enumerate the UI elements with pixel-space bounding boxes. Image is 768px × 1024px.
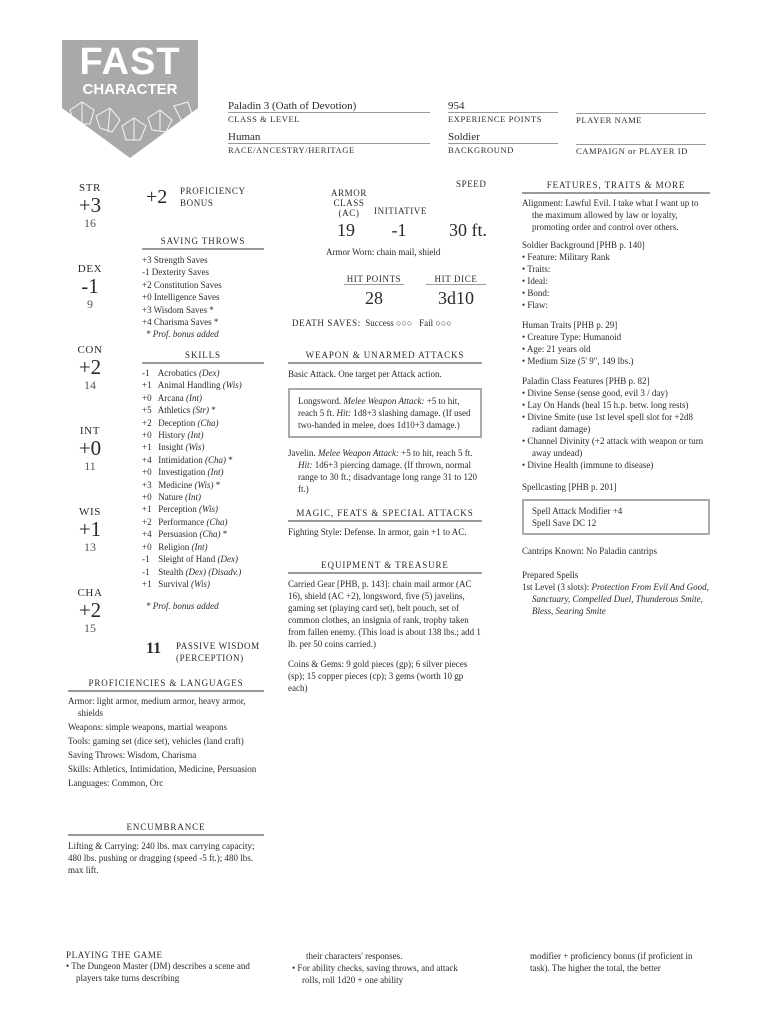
skills-section — [142, 350, 264, 612]
saving-throw-item: +0 Intelligence Saves — [142, 292, 220, 303]
paladin-feature: • Divine Smite (use 1st level spell slot for +2d8 radiant damage) — [522, 412, 693, 434]
alignment: Alignment: Lawful Evil. I take what I want up to the maximum allowed by law or loyalty, promoting order and control over others. — [522, 198, 699, 232]
skill-item — [142, 441, 264, 453]
attacks-title: WEAPON & UNARMED ATTACKS — [288, 350, 482, 364]
spell-stats-box — [522, 499, 710, 535]
skill-name: Acrobatics — [157, 368, 197, 378]
saving-throw-item: +4 Charisma Saves * — [142, 317, 219, 328]
skill-item — [142, 553, 264, 565]
ability-con: CON +2 14 — [77, 344, 103, 392]
proficiencies-section — [68, 678, 264, 789]
features-title: FEATURES, TRAITS & MORE — [522, 180, 710, 194]
prepared-title: Prepared Spells — [522, 570, 579, 580]
soldier-ideal: • Ideal: — [522, 276, 548, 286]
skill-modifier: +1 — [142, 380, 152, 391]
fail-checkbox[interactable]: ○ — [440, 318, 447, 328]
logo-subtitle: CHARACTER — [82, 81, 178, 98]
saving-throw-item: +3 Strength Saves — [142, 255, 208, 265]
skill-name: Insight — [158, 442, 184, 453]
initiative-value: -1 — [391, 220, 407, 240]
skill-ability: (Cha) — [205, 454, 226, 465]
soldier-feature: • Feature: Military Rank — [522, 252, 610, 262]
longsword-box: Longsword. Melee Weapon Attack: +5 to hit, reach 5 ft. Hit: 1d8+3 slashing damage. (If used two-handed in melee, does 1d10+3 damage.) — [288, 388, 482, 438]
skill-item — [142, 417, 264, 429]
encumbrance-section — [68, 822, 264, 876]
skill-modifier: +1 — [142, 504, 152, 515]
death-saves-label: DEATH SAVES: — [292, 318, 361, 328]
fast-character-logo — [62, 40, 198, 158]
skill-item — [142, 566, 264, 578]
paladin-title: Paladin Class Features [PHB p. 82] — [522, 376, 650, 386]
paladin-feature: • Divine Sense (sense good, evil 3 / day) — [522, 388, 668, 398]
player-name-label: PLAYER NAME — [576, 113, 706, 125]
feats-title: MAGIC, FEATS & SPECIAL ATTACKS — [288, 508, 482, 522]
campaign-field[interactable] — [576, 131, 706, 156]
skill-ability: (Dex) — [217, 554, 238, 565]
skill-modifier: +0 — [142, 541, 152, 552]
ability-int: INT +0 11 — [78, 425, 102, 473]
skill-name: Religion — [158, 541, 190, 552]
skill-ability: (Wis) — [185, 442, 205, 453]
skill-item — [142, 392, 264, 404]
saving-throws-list — [142, 254, 264, 328]
skill-ability: (Int) — [207, 467, 224, 478]
skill-ability: (Wis) — [191, 578, 210, 589]
ac-label: ARMOR CLASS (AC) — [330, 188, 367, 218]
skill-modifier: -1 — [142, 566, 150, 577]
skill-ability: (Cha) — [206, 516, 228, 527]
skills-title: SKILLS — [142, 350, 264, 364]
ability-str: STR +3 16 — [78, 182, 102, 230]
spell-save-dc: Spell Save DC 12 — [532, 518, 597, 528]
equipment-title: EQUIPMENT & TREASURE — [288, 560, 482, 574]
armor-worn: Armor Worn: chain mail, shield — [326, 247, 441, 257]
footer-col-2 — [292, 950, 472, 986]
fighting-style: Fighting Style: Defense. In armor, gain +1 to AC. — [288, 527, 467, 537]
skills-note: * Prof. bonus added — [146, 601, 219, 612]
skill-modifier: -1 — [142, 554, 150, 565]
spell-attack-modifier: Spell Attack Modifier +4 — [532, 506, 623, 516]
skill-item — [142, 404, 264, 416]
skill-name: Perception — [158, 504, 197, 515]
skill-ability: (Int) — [186, 392, 202, 403]
passive-wisdom-value: 11 — [146, 640, 162, 657]
skill-ability: (Int) — [191, 541, 208, 552]
background-label: BACKGROUND — [448, 143, 558, 155]
skill-name: Nature — [158, 492, 183, 503]
skill-item — [142, 516, 264, 528]
prof-languages: Languages: Common, Orc — [68, 778, 164, 788]
skill-modifier: +1 — [142, 578, 152, 589]
hit-points-label: HIT POINTS — [344, 274, 404, 285]
attacks-section — [288, 350, 482, 495]
saving-throw-item: +3 Wisdom Saves * — [142, 304, 214, 315]
proficiencies-title: PROFICIENCIES & LANGUAGES — [68, 678, 264, 692]
footer-text-2b: • For ability checks, saving throws, and attack rolls, roll 1d20 + one ability — [292, 963, 458, 985]
skill-ability: (Int) — [187, 430, 204, 441]
footer-text-3: modifier + proficiency bonus (if proficient in task). The higher the total, the better — [530, 951, 693, 973]
skill-name: Stealth — [158, 566, 184, 577]
death-saves-fail-label: Fail — [419, 318, 434, 328]
skill-modifier: +5 — [142, 405, 152, 416]
hit-dice-label: HIT DICE — [426, 274, 486, 285]
skill-ability: (Dex) — [199, 368, 220, 378]
skill-item — [142, 379, 264, 391]
skill-item — [142, 578, 264, 590]
player-name-value — [576, 100, 706, 113]
race-label: RACE/ANCESTRY/HERITAGE — [228, 143, 430, 155]
fail-checkbox[interactable]: ○ — [446, 318, 452, 328]
skill-item — [142, 367, 264, 379]
skill-item — [142, 491, 264, 503]
javelin-attack: Javelin. Melee Weapon Attack: +5 to hit, reach 5 ft. Hit: 1d6+3 piercing damage. (If thrown, normal range to 30 ft.; disadvantage long range 31 to 120 ft.) — [288, 448, 477, 494]
race-field[interactable] — [228, 131, 430, 155]
footer-text-2a: their characters' responses. — [306, 951, 403, 961]
paladin-feature: • Channel Divinity (+2 attack with weapon or turn away undead) — [522, 436, 704, 458]
saving-throws-title: SAVING THROWS — [142, 236, 264, 250]
human-trait: • Creature Type: Humanoid — [522, 332, 622, 342]
skill-ability: (Wis) — [222, 380, 242, 391]
speed-label: SPEED — [456, 179, 487, 189]
saving-throw-item: +2 Constitution Saves — [142, 279, 222, 290]
saving-throw-item: -1 Dexterity Saves — [142, 267, 209, 278]
skill-modifier: -1 — [142, 368, 150, 378]
class-level-field[interactable] — [228, 100, 430, 124]
success-checkbox[interactable]: ○ — [396, 318, 402, 328]
soldier-traits: • Traits: — [522, 264, 551, 274]
skill-name: Performance — [158, 516, 205, 527]
saving-throws-section — [142, 236, 264, 340]
skill-item — [142, 541, 264, 553]
human-trait: • Age: 21 years old — [522, 344, 591, 354]
prof-weapons: Weapons: simple weapons, martial weapons — [68, 722, 227, 732]
equipment-section — [288, 560, 482, 694]
skill-ability: (Cha) — [197, 417, 219, 428]
speed-value: 30 ft. — [449, 220, 487, 240]
campaign-label: CAMPAIGN or PLAYER ID — [576, 144, 706, 156]
skill-modifier: +4 — [142, 454, 152, 465]
skill-proficient-mark: * — [215, 479, 221, 490]
skill-ability: (Wis) — [194, 479, 214, 490]
skill-item — [142, 479, 264, 491]
skill-proficient-mark: * — [222, 529, 228, 540]
success-checkbox[interactable]: ○ — [406, 318, 413, 328]
prof-saving-throws: Saving Throws: Wisdom, Charisma — [68, 750, 197, 760]
race-value: Human — [228, 131, 261, 143]
background-value: Soldier — [448, 131, 480, 143]
xp-field[interactable] — [448, 100, 558, 124]
skill-ability: (Dex) (Disadv.) — [185, 566, 242, 577]
skill-item — [142, 528, 264, 540]
passive-wisdom-label: PASSIVE WISDOM (PERCEPTION) — [176, 641, 260, 663]
xp-value: 954 — [448, 100, 465, 112]
skill-modifier: +0 — [142, 430, 152, 441]
playing-the-game-title: PLAYING THE GAME — [66, 950, 163, 960]
features-section — [522, 180, 710, 617]
skill-name: Animal Handling — [157, 380, 221, 391]
ability-cha: CHA +2 15 — [77, 587, 103, 635]
death-saves-success-label: Success — [365, 318, 394, 328]
skill-name: History — [158, 430, 186, 441]
skill-name: Intimidation — [158, 454, 203, 465]
prof-armor: Armor: light armor, medium armor, heavy armor, shields — [68, 696, 246, 718]
footer-col-1 — [66, 950, 266, 984]
cantrips-known: Cantrips Known: No Paladin cantrips — [522, 546, 657, 556]
class-level-label: CLASS & LEVEL — [228, 112, 430, 124]
fail-checkbox[interactable]: ○ — [435, 318, 441, 328]
class-level-value: Paladin 3 (Oath of Devotion) — [228, 100, 357, 112]
success-checkbox[interactable]: ○ — [401, 318, 407, 328]
skill-name: Sleight of Hand — [158, 554, 216, 565]
skill-proficient-mark: * — [211, 405, 216, 416]
human-title: Human Traits [PHB p. 29] — [522, 320, 618, 330]
skill-modifier: +2 — [142, 417, 152, 428]
skill-item — [142, 429, 264, 441]
skill-name: Persuasion — [158, 529, 198, 540]
carried-gear: Carried Gear [PHB, p. 143]: chain mail armor (AC 16), shield (AC +2), longsword, five (5) javelins, gaming set (playing card set), belt pouch, set of common clothes, an insignia of rank, trophy taken from fallen enemy. (This load is about 138 lbs.; add 1 lb. per 50 coins carried.) — [288, 579, 481, 649]
skill-modifier: +0 — [142, 392, 152, 403]
skill-modifier: +3 — [142, 479, 152, 490]
skill-name: Arcana — [157, 392, 184, 403]
skill-modifier: +2 — [142, 516, 152, 527]
xp-label: EXPERIENCE POINTS — [448, 112, 558, 124]
skill-item — [142, 454, 264, 466]
skill-name: Deception — [158, 417, 196, 428]
feats-section — [288, 508, 482, 538]
skill-proficient-mark: * — [228, 454, 233, 465]
saving-throws-note: * Prof. bonus added — [146, 329, 219, 340]
encumbrance-title: ENCUMBRANCE — [68, 822, 264, 836]
prepared-spells: 1st Level (3 slots): Protection From Evil And Good, Sanctuary, Compelled Duel, Thunderous Smite, Bless, Searing Smite — [522, 582, 709, 616]
skill-name: Athletics — [157, 405, 191, 416]
skill-item — [142, 503, 264, 515]
footer-text-1: • The Dungeon Master (DM) describes a scene and players take turns describing — [66, 961, 250, 983]
ac-value: 19 — [337, 220, 355, 240]
skill-ability: (Cha) — [199, 529, 221, 540]
ability-dex: DEX -1 9 — [77, 263, 103, 311]
coins-gems: Coins & Gems: 9 gold pieces (gp); 6 silver pieces (sp); 15 copper pieces (cp); 3 gems (worth 10 gp each) — [288, 659, 468, 693]
footer-col-3 — [530, 950, 710, 974]
hit-dice-value: 3d10 — [438, 288, 474, 308]
soldier-flaw: • Flaw: — [522, 300, 548, 310]
skill-modifier: +0 — [142, 492, 152, 503]
proficiency-value: +2 — [146, 186, 168, 208]
skill-modifier: +4 — [142, 529, 152, 540]
spellcasting-title: Spellcasting [PHB p. 201] — [522, 482, 617, 492]
skill-ability: (Int) — [185, 492, 201, 503]
death-saves-row — [292, 318, 452, 328]
encumbrance-text: Lifting & Carrying: 240 lbs. max carrying capacity; 480 lbs. pushing or dragging (speed -5 ft.); 480 lbs. max lift. — [68, 841, 255, 875]
skill-item — [142, 466, 264, 478]
proficiency-label: PROFICIENCY BONUS — [180, 186, 246, 208]
skill-modifier: +1 — [142, 442, 152, 453]
initiative-label: INITIATIVE — [374, 206, 427, 216]
basic-attack: Basic Attack. One target per Attack action. — [288, 369, 442, 379]
skill-ability: (Str) — [192, 405, 210, 416]
human-trait: • Medium Size (5' 9", 149 lbs.) — [522, 356, 634, 366]
skill-name: Medicine — [158, 479, 193, 490]
paladin-feature: • Divine Health (immune to disease) — [522, 460, 654, 470]
skill-name: Survival — [158, 578, 189, 589]
soldier-bond: • Bond: — [522, 288, 550, 298]
hit-points-value: 28 — [365, 288, 383, 308]
prof-tools: Tools: gaming set (dice set), vehicles (land craft) — [68, 736, 244, 746]
ability-wis: WIS +1 13 — [78, 506, 102, 554]
campaign-value — [576, 131, 706, 144]
prof-skills: Skills: Athletics, Intimidation, Medicine, Persuasion — [68, 764, 257, 774]
background-field[interactable] — [448, 131, 558, 155]
skill-name: Investigation — [158, 467, 206, 478]
skills-list — [142, 367, 264, 590]
soldier-title: Soldier Background [PHB p. 140] — [522, 240, 645, 250]
skill-ability: (Wis) — [199, 504, 218, 515]
paladin-feature: • Lay On Hands (heal 15 h.p. betw. long rests) — [522, 400, 689, 410]
skill-modifier: +0 — [142, 467, 152, 478]
logo-title: FAST — [79, 41, 181, 83]
player-name-field[interactable] — [576, 100, 706, 125]
